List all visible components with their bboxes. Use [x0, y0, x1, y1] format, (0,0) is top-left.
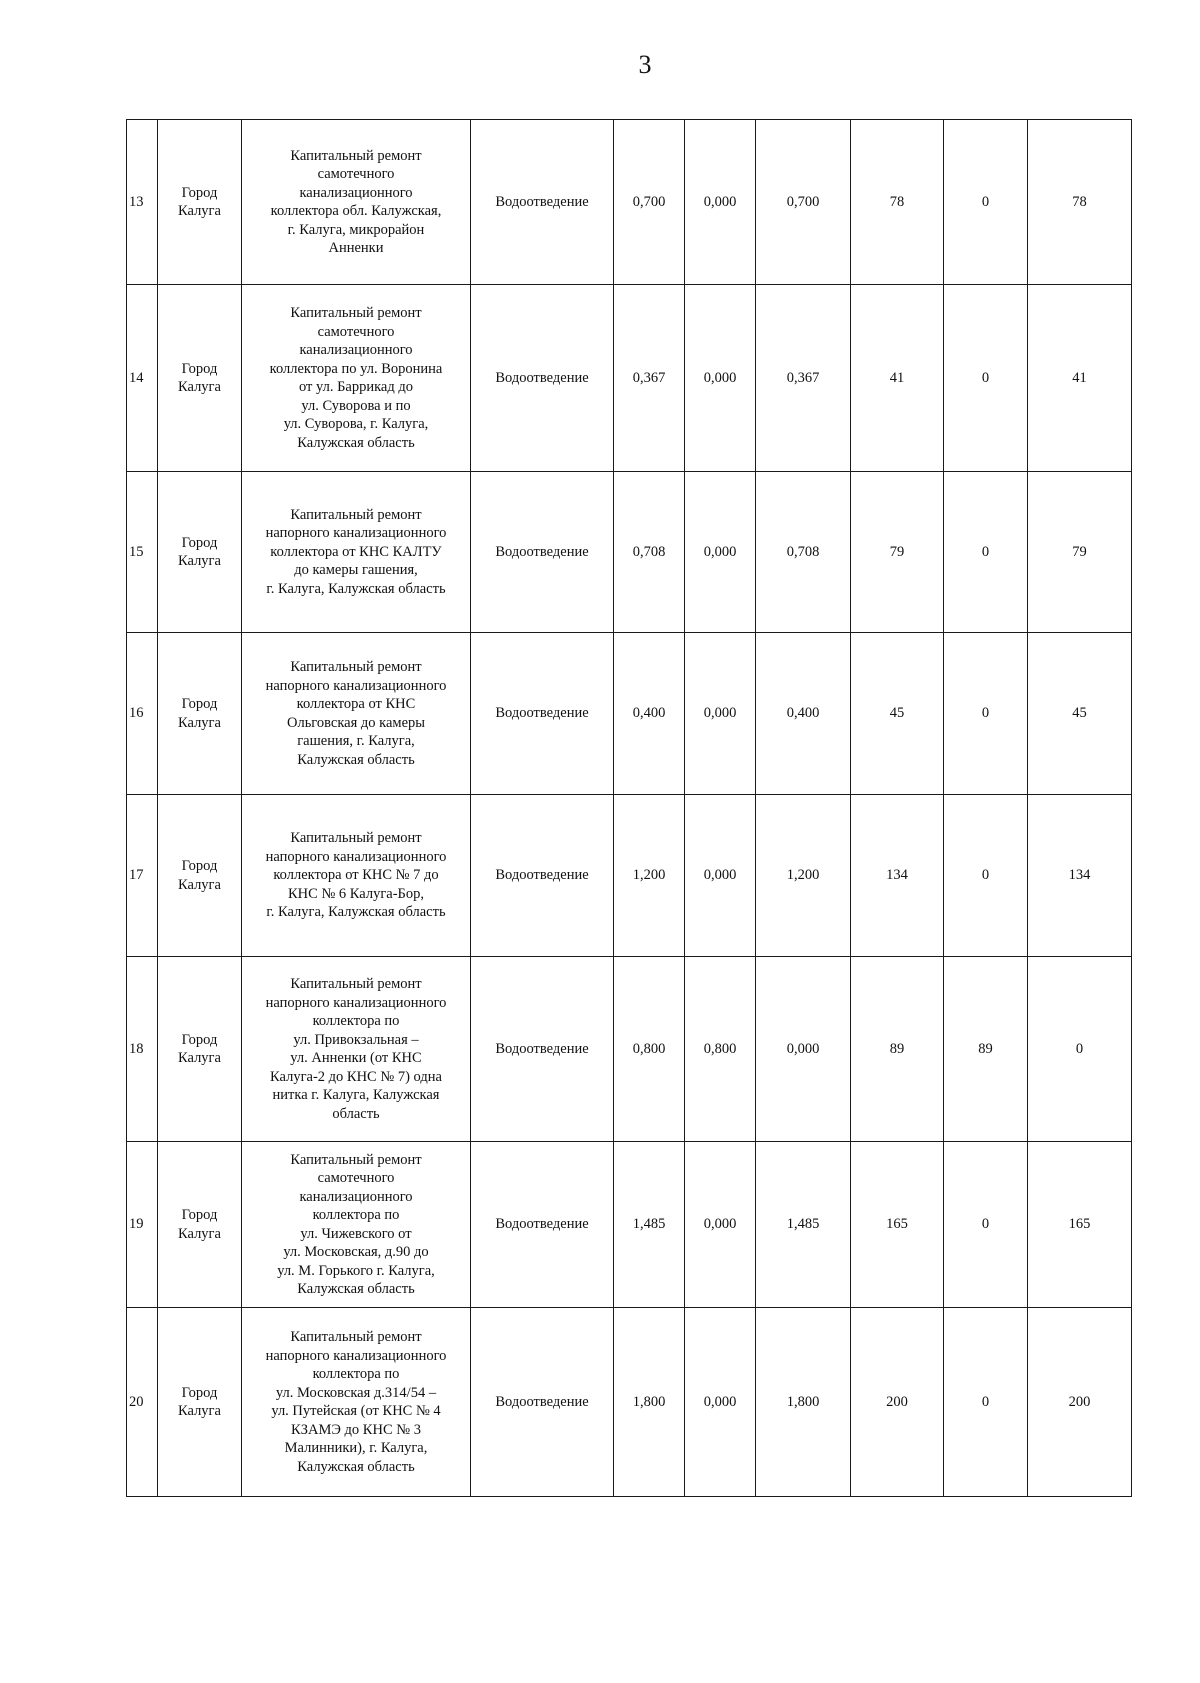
value-cell: 0,800 [614, 957, 685, 1142]
type-cell: Водоотведение [471, 1308, 614, 1497]
value-cell: 0,000 [685, 120, 756, 285]
table-row [127, 120, 1132, 285]
locality-cell: Город Калуга [158, 1308, 242, 1497]
value-cell: 79 [1028, 472, 1132, 633]
row-number: 15 [127, 472, 158, 633]
value-cell: 0 [944, 120, 1028, 285]
value-cell: 1,800 [756, 1308, 851, 1497]
value-cell: 0,000 [756, 957, 851, 1142]
value-cell: 200 [851, 1308, 944, 1497]
locality-cell: Город Калуга [158, 957, 242, 1142]
locality-cell: Город Калуга [158, 633, 242, 795]
row-number: 19 [127, 1142, 158, 1308]
value-cell: 1,200 [756, 795, 851, 957]
value-cell: 1,200 [614, 795, 685, 957]
locality-cell: Город Калуга [158, 285, 242, 472]
value-cell: 0 [944, 1142, 1028, 1308]
table-row [127, 957, 1132, 1142]
type-cell: Водоотведение [471, 472, 614, 633]
description-cell: Капитальный ремонт самотечного канализационного коллектора по ул. Чижевского от ул. Московская, д.90 до ул. М. Горького г. Калуга, Калужская область [242, 1142, 471, 1308]
table-row [127, 285, 1132, 472]
value-cell: 165 [1028, 1142, 1132, 1308]
value-cell: 89 [851, 957, 944, 1142]
locality-cell: Город Калуга [158, 795, 242, 957]
value-cell: 0 [944, 472, 1028, 633]
table-row [127, 1308, 1132, 1497]
type-cell: Водоотведение [471, 633, 614, 795]
value-cell: 41 [1028, 285, 1132, 472]
value-cell: 200 [1028, 1308, 1132, 1497]
value-cell: 45 [1028, 633, 1132, 795]
value-cell: 0,800 [685, 957, 756, 1142]
value-cell: 0,400 [614, 633, 685, 795]
value-cell: 0,367 [614, 285, 685, 472]
value-cell: 0 [1028, 957, 1132, 1142]
value-cell: 0,000 [685, 1308, 756, 1497]
value-cell: 134 [1028, 795, 1132, 957]
type-cell: Водоотведение [471, 1142, 614, 1308]
type-cell: Водоотведение [471, 957, 614, 1142]
value-cell: 79 [851, 472, 944, 633]
type-cell: Водоотведение [471, 285, 614, 472]
value-cell: 0,000 [685, 633, 756, 795]
value-cell: 89 [944, 957, 1028, 1142]
value-cell: 165 [851, 1142, 944, 1308]
type-cell: Водоотведение [471, 795, 614, 957]
value-cell: 1,800 [614, 1308, 685, 1497]
description-cell: Капитальный ремонт самотечного канализационного коллектора по ул. Воронина от ул. Баррикад до ул. Суворова и по ул. Суворова, г. Калуга, Калужская область [242, 285, 471, 472]
value-cell: 0 [944, 633, 1028, 795]
value-cell: 0,700 [756, 120, 851, 285]
value-cell: 0,708 [756, 472, 851, 633]
value-cell: 45 [851, 633, 944, 795]
table-row [127, 633, 1132, 795]
row-number: 18 [127, 957, 158, 1142]
row-number: 16 [127, 633, 158, 795]
value-cell: 0 [944, 795, 1028, 957]
value-cell: 134 [851, 795, 944, 957]
value-cell: 0,708 [614, 472, 685, 633]
description-cell: Капитальный ремонт напорного канализационного коллектора от КНС КАЛТУ до камеры гашения, г. Калуга, Калужская область [242, 472, 471, 633]
description-cell: Капитальный ремонт напорного канализационного коллектора от КНС № 7 до КНС № 6 Калуга-Бор, г. Калуга, Калужская область [242, 795, 471, 957]
locality-cell: Город Калуга [158, 472, 242, 633]
description-cell: Капитальный ремонт самотечного канализационного коллектора обл. Калужская, г. Калуга, микрорайон Анненки [242, 120, 471, 285]
value-cell: 1,485 [756, 1142, 851, 1308]
value-cell: 0,000 [685, 795, 756, 957]
row-number: 13 [127, 120, 158, 285]
table-row [127, 472, 1132, 633]
table-row [127, 1142, 1132, 1308]
locality-cell: Город Калуга [158, 1142, 242, 1308]
value-cell: 0,000 [685, 1142, 756, 1308]
works-table [126, 119, 1132, 1497]
page-number: 3 [638, 50, 652, 79]
locality-cell: Город Калуга [158, 120, 242, 285]
description-cell: Капитальный ремонт напорного канализационного коллектора по ул. Московская д.314/54 – ул. Путейская (от КНС № 4 КЗАМЭ до КНС № 3 Малинники), г. Калуга, Калужская область [242, 1308, 471, 1497]
value-cell: 0 [944, 1308, 1028, 1497]
value-cell: 0,000 [685, 472, 756, 633]
value-cell: 0,000 [685, 285, 756, 472]
value-cell: 0,400 [756, 633, 851, 795]
value-cell: 78 [1028, 120, 1132, 285]
value-cell: 41 [851, 285, 944, 472]
value-cell: 0,700 [614, 120, 685, 285]
type-cell: Водоотведение [471, 120, 614, 285]
row-number: 14 [127, 285, 158, 472]
row-number: 20 [127, 1308, 158, 1497]
description-cell: Капитальный ремонт напорного канализационного коллектора по ул. Привокзальная – ул. Анненки (от КНС Калуга-2 до КНС № 7) одна нитка г. Калуга, Калужская область [242, 957, 471, 1142]
description-cell: Капитальный ремонт напорного канализационного коллектора от КНС Ольговская до камеры гашения, г. Калуга, Калужская область [242, 633, 471, 795]
value-cell: 1,485 [614, 1142, 685, 1308]
table-row [127, 795, 1132, 957]
value-cell: 0,367 [756, 285, 851, 472]
value-cell: 0 [944, 285, 1028, 472]
row-number: 17 [127, 795, 158, 957]
value-cell: 78 [851, 120, 944, 285]
